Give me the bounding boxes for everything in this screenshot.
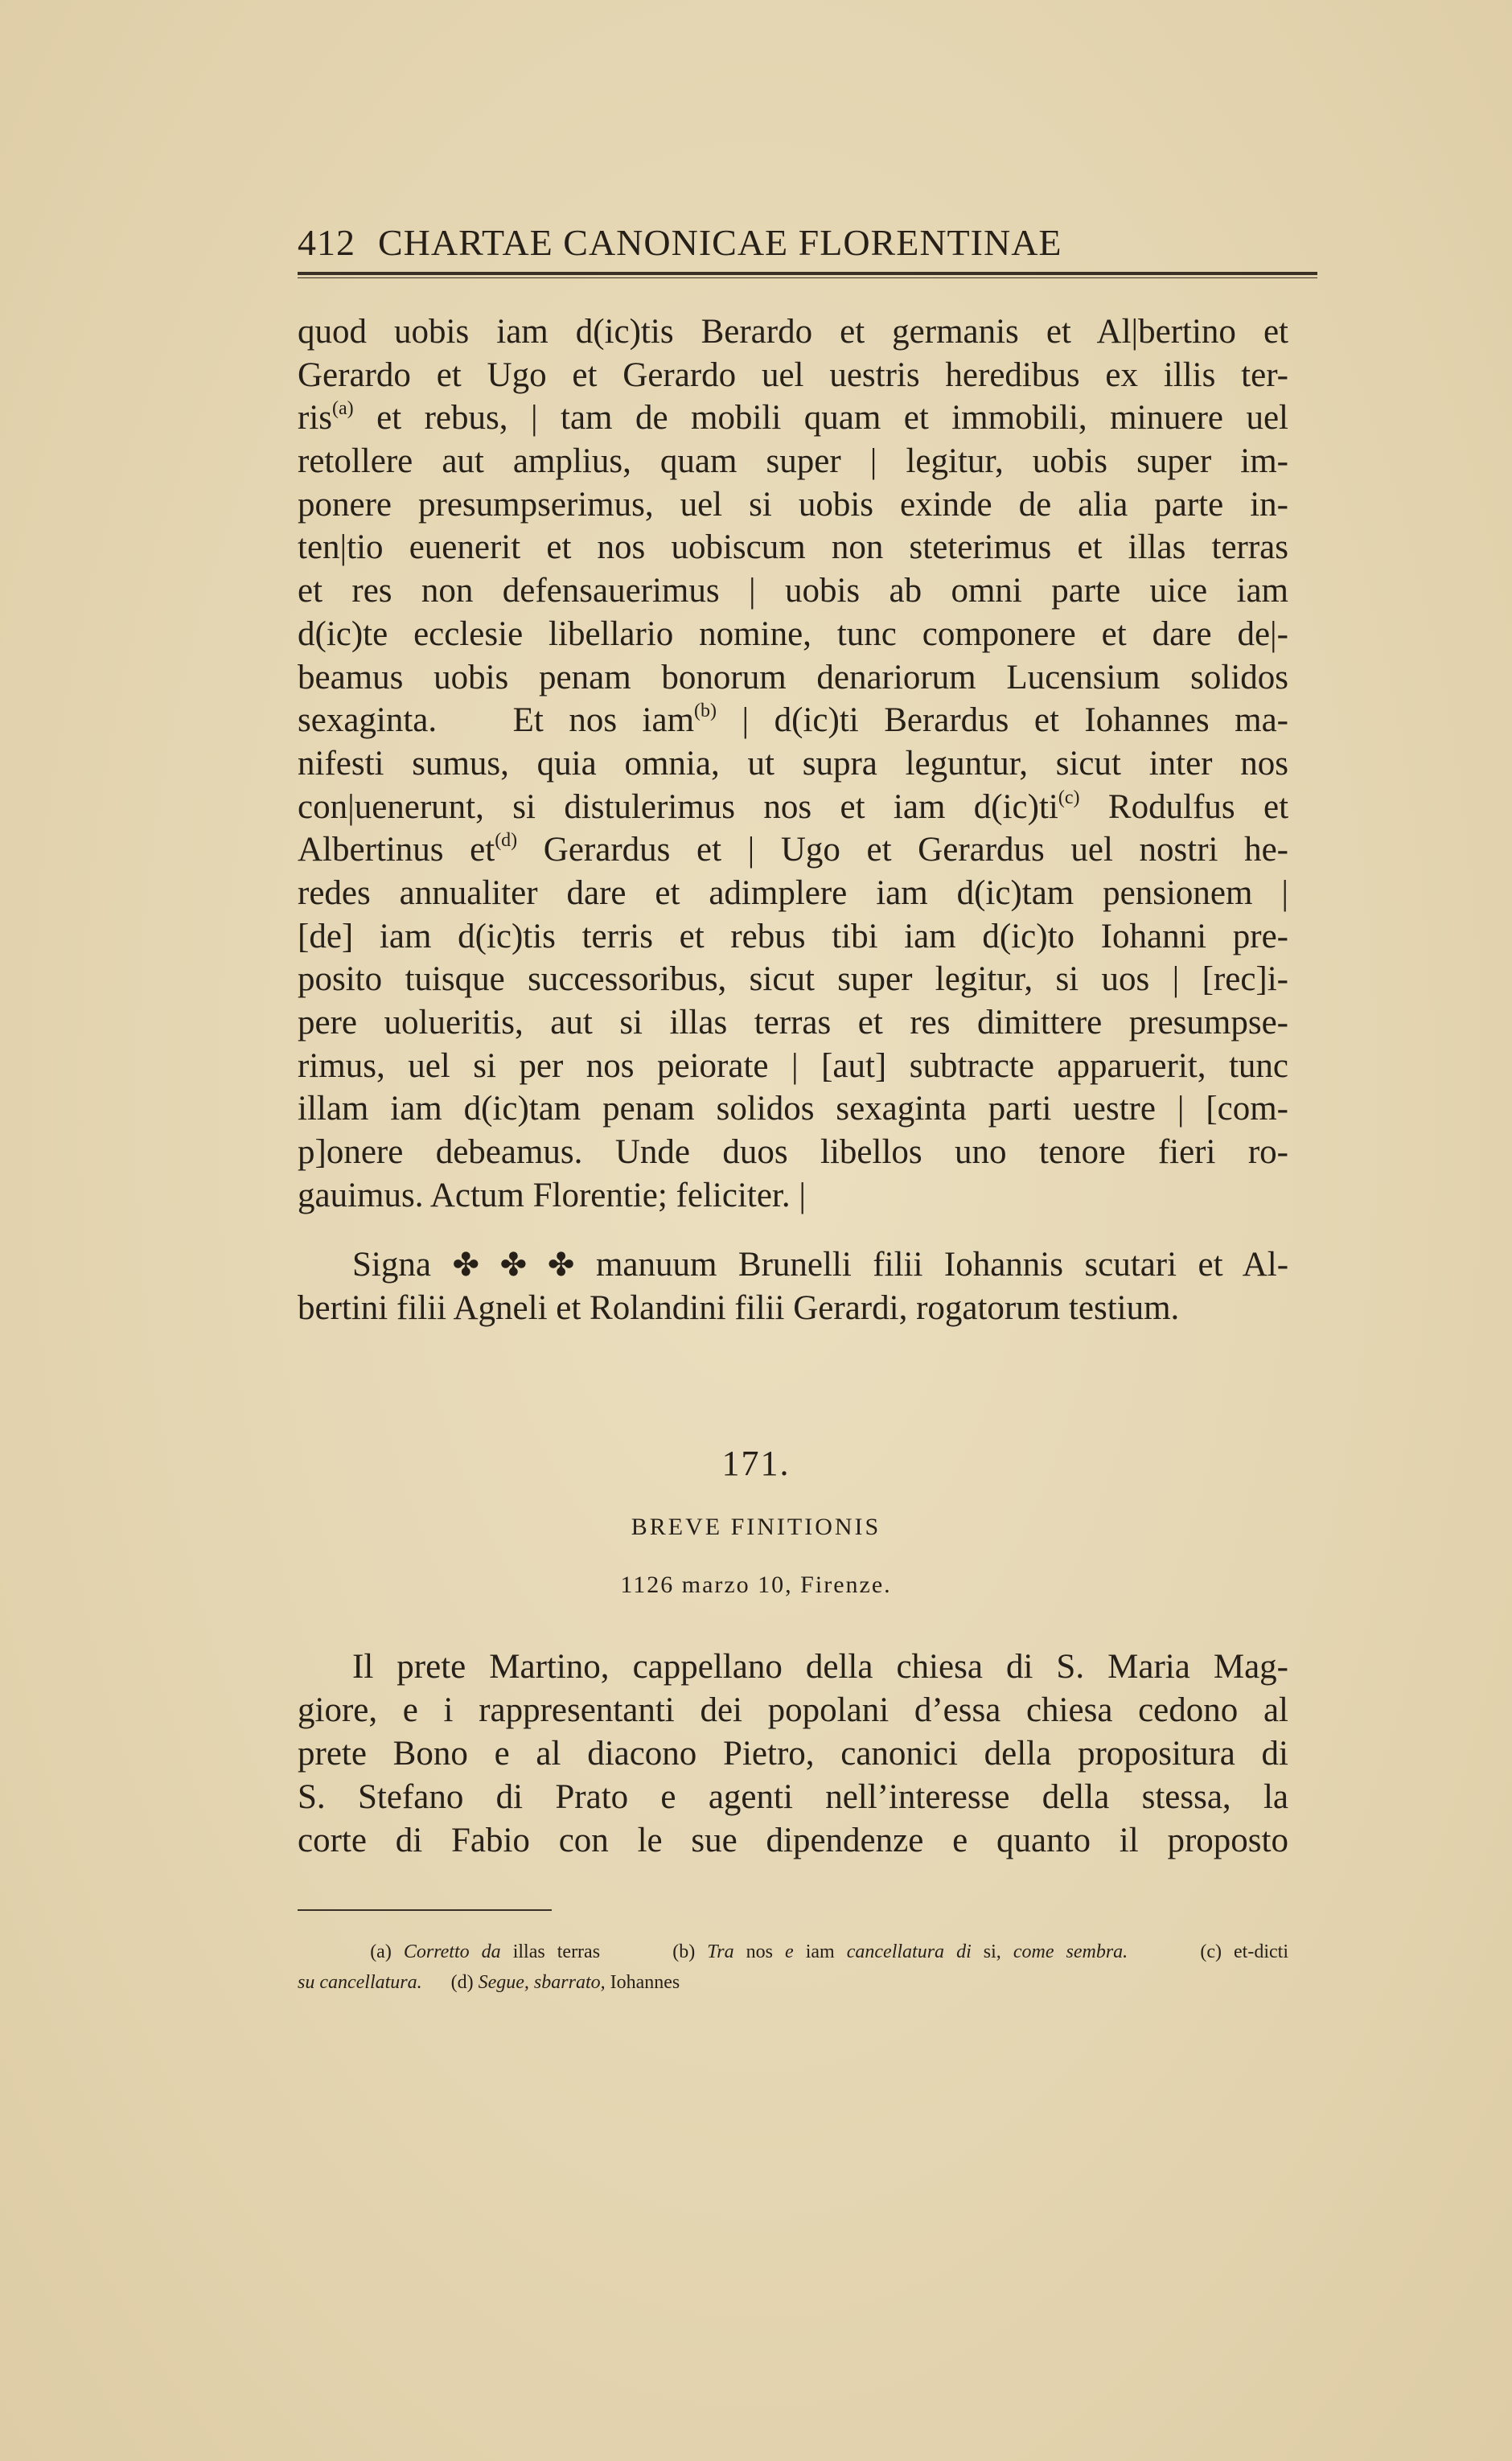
text-line: pere uolueritis, aut si illas terras et res dimittere presumpse-: [298, 1004, 1288, 1042]
header-rule: [298, 272, 1317, 275]
footnote-b-italic: Tra: [707, 1941, 734, 1962]
footnote-a-mark: (a): [370, 1941, 392, 1962]
signa-text: manuum Brunelli filii Iohannis scutari et Al-: [595, 1246, 1289, 1284]
footnote-d-italic: Segue, sbarrato,: [478, 1972, 606, 1993]
text-fragment: | d(ic)ti Berardus et Iohannes ma-: [742, 701, 1289, 740]
text-fragment: Gerardus et | Ugo et Gerardus uel nostri he-: [543, 831, 1289, 869]
regest-line: Il prete Martino, cappellano della chiesa di S. Maria Mag-: [352, 1648, 1288, 1686]
document-date: 1126 marzo 10, Firenze.: [620, 1572, 892, 1598]
text-line: d(ic)te ecclesie libellario nomine, tunc componere et dare de|-: [298, 614, 1288, 653]
text-fragment: et rebus, | tam de mobili quam et immobili, minuere uel: [376, 399, 1289, 438]
document-title: BREVE FINITIONIS: [631, 1514, 881, 1540]
text-line: et res non defensauerimus | uobis ab omni parte uice iam: [298, 572, 1288, 610]
footnote-mark-c: (c): [1058, 787, 1080, 808]
regest-line: giore, e i rappresentanti dei popolani d’essa chiesa cedono al: [298, 1691, 1288, 1729]
text-fragment: Rodulfus et: [1107, 787, 1289, 826]
running-title: CHARTAE CANONICAE FLORENTINAE: [378, 222, 1062, 263]
footnote-a-italic: Corretto da: [403, 1941, 501, 1962]
text-line: posito tuisque successoribus, sicut super legitur, si uos | [rec]i-: [298, 960, 1288, 999]
footnote-rule: [298, 1909, 552, 1911]
text-fragment: ris: [298, 399, 332, 438]
text-line: quod uobis iam d(ic)tis Berardo et germanis et Al|bertino et: [298, 313, 1288, 351]
text-line: retollere aut amplius, quam super | legitur, uobis super im-: [298, 442, 1288, 481]
page-number: 412: [298, 222, 355, 263]
regest-line: S. Stefano di Prato e agenti nell’interesse della stessa, la: [298, 1778, 1288, 1816]
footnote-d-text: Iohannes: [610, 1972, 680, 1993]
footnote-line: [298, 1967, 1288, 1998]
footnote-b-mark: (b): [672, 1941, 696, 1962]
text-line: [298, 786, 1288, 829]
footnote-b-italic: come sembra.: [1013, 1941, 1128, 1962]
text-line: rimus, uel si per nos peiorate | [aut] subtracte apparuerit, tunc: [298, 1046, 1288, 1085]
text-line: Gerardo et Ugo et Gerardo uel uestris heredibus ex illis ter-: [298, 355, 1288, 394]
signa-line: [298, 1243, 1288, 1287]
text-fragment: sexaginta.: [298, 701, 438, 740]
text-fragment: Et nos iam: [512, 701, 695, 740]
header-rule-thin: [298, 277, 1317, 278]
footnote-line: [298, 1937, 1288, 1967]
regest-line: prete Bono e al diacono Pietro, canonici della propositura di: [298, 1735, 1288, 1773]
footnote-c-italic: su cancellatura.: [298, 1972, 422, 1993]
footnote-c-text: et-dicti: [1234, 1941, 1288, 1962]
text-line: gauimus. Actum Florentie; feliciter. |: [298, 1176, 806, 1214]
text-line: [298, 699, 1288, 742]
text-line: p]onere debeamus. Unde duos libellos uno tenore fieri ro-: [298, 1133, 1288, 1172]
footnote-b-text: nos: [746, 1941, 773, 1962]
running-header: [298, 219, 1317, 267]
text-line: redes annualiter dare et adimplere iam d(ic)tam pensionem |: [298, 873, 1288, 912]
text-line: nifesti sumus, quia omnia, ut supra leguntur, sicut inter nos: [298, 744, 1288, 783]
text-line: ten|tio euenerit et nos uobiscum non steterimus et illas terras: [298, 528, 1288, 567]
text-fragment: con|uenerunt, si distulerimus nos et iam d(ic)ti: [298, 787, 1058, 826]
text-line: beamus uobis penam bonorum denariorum Lucensium solidos: [298, 658, 1288, 696]
footnote-mark-b: (b): [694, 701, 717, 722]
footnote-mark-d: (d): [495, 830, 518, 852]
footnote-a-text: illas terras: [512, 1941, 601, 1962]
text-line: [298, 828, 1288, 872]
signa-line: bertini filii Agneli et Rolandini filii Gerardi, rogatorum testium.: [298, 1289, 1180, 1327]
footnote-b-italic: cancellatura di: [846, 1941, 972, 1962]
charter-text: [298, 310, 1288, 1217]
footnotes: [298, 1937, 1288, 1998]
text-line: ponere presumpserimus, uel si uobis exinde de alia parte in-: [298, 485, 1288, 524]
footnote-d-mark: (d): [450, 1972, 474, 1993]
text-line: illam iam d(ic)tam penam solidos sexaginta parti uestre | [com-: [298, 1090, 1288, 1128]
footnote-b-italic: e: [785, 1941, 794, 1962]
footnote-b-text: iam: [805, 1941, 835, 1962]
cross-signs-icon: ✤ ✤ ✤: [452, 1247, 575, 1283]
footnote-mark-a: (a): [332, 398, 354, 420]
signa-word: Signa: [352, 1246, 431, 1284]
text-line: [de] iam d(ic)tis terris et rebus tibi iam d(ic)to Iohanni pre-: [298, 917, 1288, 955]
text-fragment: Albertinus et: [298, 831, 495, 869]
footnote-c-mark: (c): [1200, 1941, 1222, 1962]
signa-block: [298, 1243, 1288, 1330]
footnote-b-text: si,: [983, 1941, 1001, 1962]
regest-text: [298, 1645, 1288, 1863]
text-line: [298, 396, 1288, 440]
document-number: 171.: [721, 1444, 791, 1483]
regest-line: corte di Fabio con le sue dipendenze e quanto il proposto: [298, 1822, 1288, 1859]
